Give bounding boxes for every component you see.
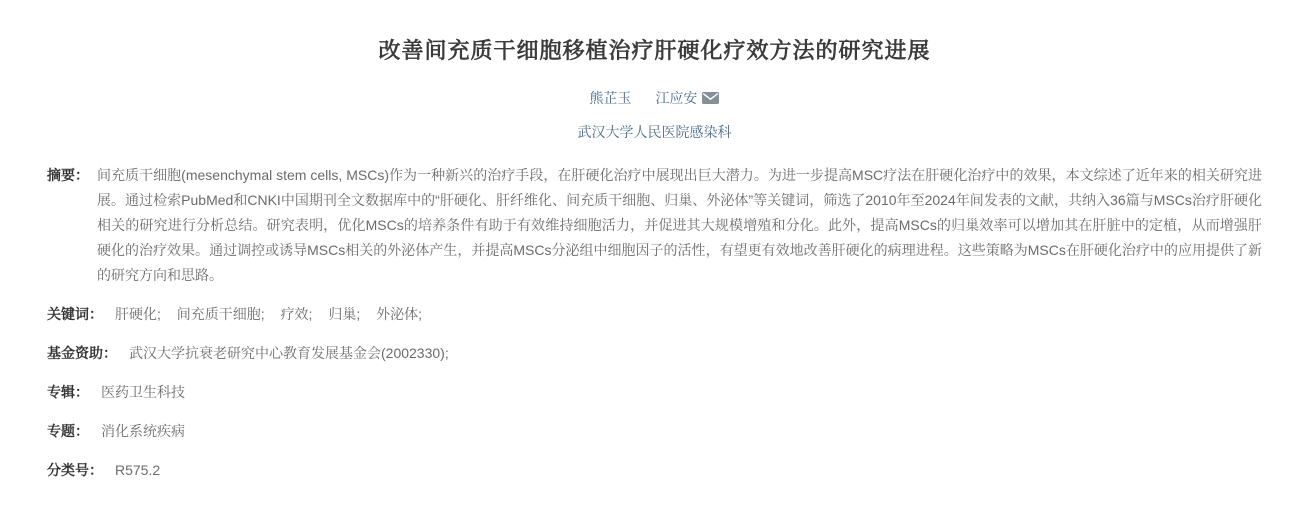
author-item bbox=[590, 89, 632, 107]
keywords-list bbox=[115, 302, 434, 327]
affiliation-row bbox=[47, 122, 1262, 142]
author-link-1[interactable]: 熊芷玉 bbox=[589, 90, 632, 106]
album-label: 专辑： bbox=[47, 384, 89, 400]
topic-row bbox=[47, 419, 1262, 444]
keywords-row bbox=[47, 302, 1262, 327]
keyword-link[interactable]: 肝硬化; bbox=[115, 306, 161, 322]
topic-link[interactable]: 消化系统疾病 bbox=[101, 423, 185, 439]
affiliation-link[interactable]: 武汉大学人民医院感染科 bbox=[577, 124, 732, 140]
clc-row bbox=[47, 458, 1262, 483]
authors-row bbox=[47, 89, 1262, 107]
keyword-link[interactable]: 外泌体; bbox=[376, 306, 423, 322]
album-row bbox=[47, 380, 1262, 405]
author-item bbox=[655, 89, 719, 107]
abstract-section bbox=[47, 163, 1262, 288]
paper-detail-page bbox=[0, 34, 1309, 514]
keyword-link[interactable]: 归巢; bbox=[328, 306, 361, 322]
fund-label: 基金资助： bbox=[47, 345, 117, 361]
page-title: 改善间充质干细胞移植治疗肝硬化疗效方法的研究进展 bbox=[378, 38, 931, 63]
fund-row bbox=[47, 341, 1262, 366]
keyword-link[interactable]: 疗效; bbox=[280, 306, 313, 322]
clc-number: R575.2 bbox=[115, 462, 161, 478]
album-link[interactable]: 医药卫生科技 bbox=[101, 384, 185, 400]
mail-icon[interactable] bbox=[702, 92, 719, 104]
clc-label: 分类号： bbox=[47, 462, 103, 478]
abstract-text: 间充质干细胞(mesenchymal stem cells, MSCs)作为一种新兴的治疗手段，在肝硬化治疗中展现出巨大潜力。为进一步提高MSC疗法在肝硬化治疗中的效果，本文综述了近年来的相关研究进展。通过检索PubMed和CNKI中国期刊全文数据库中的“肝硬化、肝纤维化、间充质干细胞、归巢、外泌体”等关键词，筛选了2010年至2024年间发表的文献，共纳入36篇与MSCs治疗肝硬化相关的研究进行分析总结。研究表明，优化MSCs的培养条件有助于有效维持细胞活力，并促进其大规模增殖和分化。此外，提高MSCs的归巢效率可以增加其在肝脏中的定植，从而增强肝硬化的治疗效果。通过调控或诱导MSCs相关的外泌体产生，并提高MSCs分泌组中细胞因子的活性，有望更有效地改善肝硬化的病理进程。这些策略为MSCs在肝硬化治疗中的应用提供了新的研究方向和思路。 bbox=[97, 167, 1262, 283]
abstract-label: 摘要： bbox=[47, 167, 89, 183]
keyword-link[interactable]: 间充质干细胞; bbox=[176, 306, 265, 322]
keywords-label: 关键词： bbox=[47, 306, 103, 322]
author-link-2[interactable]: 江应安 bbox=[655, 90, 698, 106]
topic-label: 专题： bbox=[47, 423, 89, 439]
fund-link[interactable]: 武汉大学抗衰老研究中心教育发展基金会(2002330); bbox=[129, 345, 449, 361]
